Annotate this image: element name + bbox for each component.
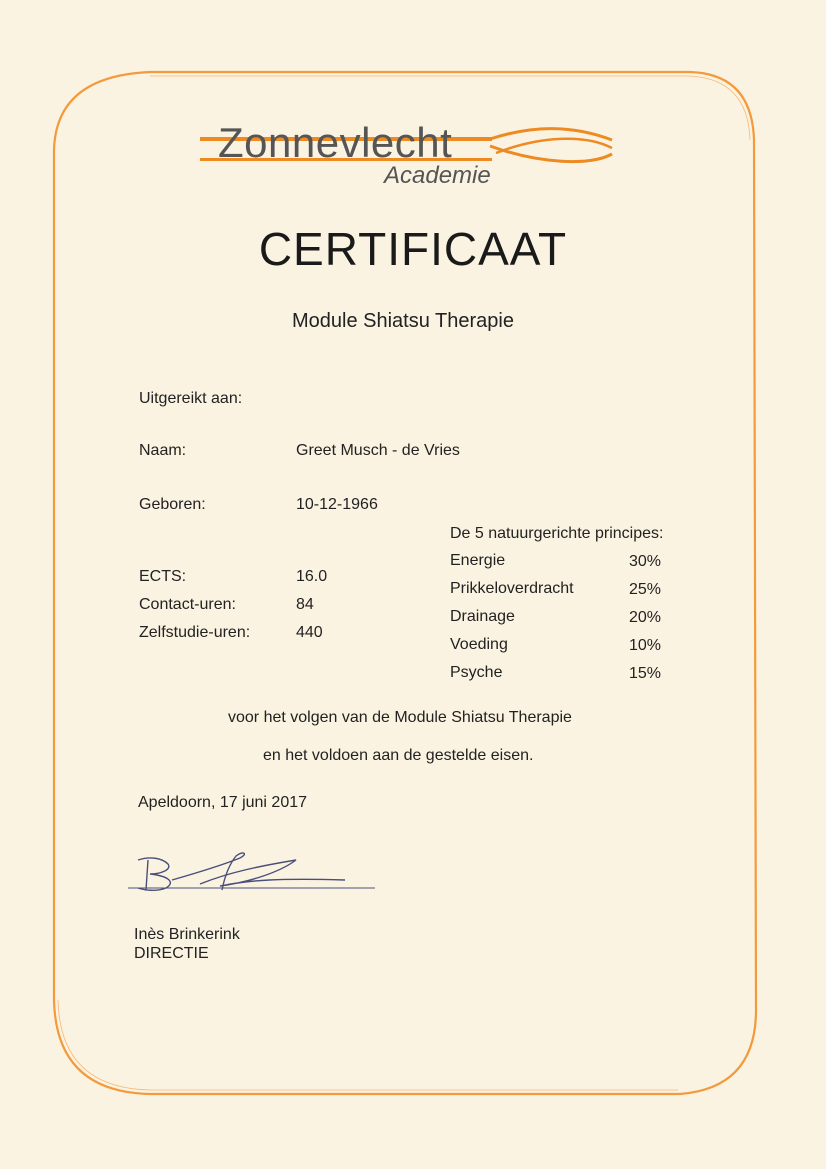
name-value: Greet Musch - de Vries (296, 442, 460, 459)
logo-subtitle: Academie (384, 162, 491, 189)
statement-line-2: en het voldoen aan de gestelde eisen. (263, 747, 534, 764)
principle-percentage: 10% (629, 637, 662, 654)
logo-wordmark: Zonnevlecht (218, 119, 453, 166)
principle-name: Prikkeloverdracht (450, 580, 574, 597)
issued-to-label: Uitgereikt aan: (139, 390, 243, 407)
born-label: Geboren: (139, 496, 206, 513)
principle-percentage: 15% (629, 665, 662, 682)
place-date: Apeldoorn, 17 juni 2017 (138, 794, 308, 811)
contact-hours-label: Contact-uren: (139, 596, 236, 613)
principle-percentage: 25% (629, 581, 662, 598)
born-value: 10-12-1966 (296, 496, 378, 513)
contact-hours-value: 84 (296, 596, 314, 613)
signature (128, 853, 375, 890)
principle-percentage: 20% (629, 609, 662, 626)
ects-value: 16.0 (296, 568, 328, 585)
certificate-title: CERTIFICAAT (258, 223, 568, 275)
principle-name: Drainage (450, 608, 515, 625)
principle-name: Energie (450, 552, 506, 569)
principle-name: Psyche (450, 664, 503, 681)
principles-heading: De 5 natuurgerichte principes: (450, 525, 664, 542)
principle-percentage: 30% (629, 553, 662, 570)
name-label: Naam: (139, 442, 187, 459)
self-study-hours-value: 440 (296, 624, 323, 641)
signer-name: Inès Brinkerink (134, 926, 240, 943)
principle-name: Voeding (450, 636, 508, 653)
ects-label: ECTS: (139, 568, 187, 585)
statement-line-1: voor het volgen van de Module Shiatsu Therapie (228, 709, 572, 726)
self-study-hours-label: Zelfstudie-uren: (139, 624, 251, 641)
module-subtitle: Module Shiatsu Therapie (292, 310, 514, 332)
signer-role: DIRECTIE (134, 945, 209, 962)
